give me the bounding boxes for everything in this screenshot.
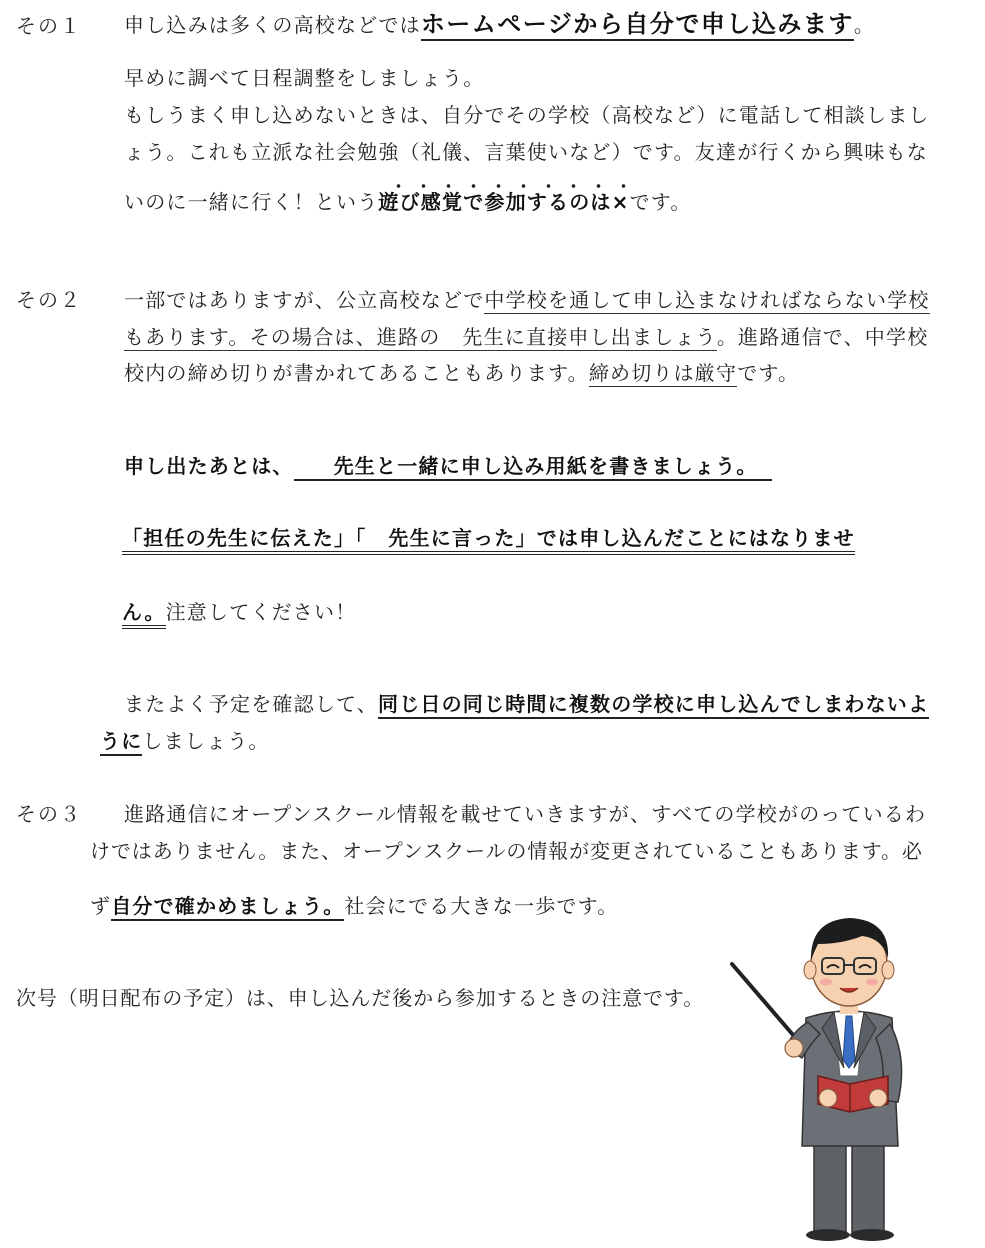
section-3-line-3-a: ず xyxy=(90,894,112,918)
section-2-check-line-1-text: またよく予定を確認して、 xyxy=(124,692,378,716)
section-2-bold-line-2 xyxy=(122,524,855,552)
section-2-check-line-1-emphasis: 同じ日の同じ時間に複数の学校に申し込んでしまわないよ xyxy=(378,692,929,719)
section-1-line-3: もしうまく申し込めないときは、自分でその学校（高校など）に電話して相談しまし xyxy=(124,103,930,127)
section-2-bold-line-2-b: 先生に言った」では申し込んだことにはなりませ xyxy=(388,526,855,550)
section-2-check-line-2-emphasis: うに xyxy=(100,729,142,756)
section-1-line-1-emphasis: ホームページから自分で申し込みます xyxy=(421,10,854,41)
section-1-line-5-end: です。 xyxy=(629,190,692,214)
section-2-bold-line-2-a: 「担任の先生に伝えた」「 xyxy=(122,526,367,550)
section-2-line-3-underlined: 締め切りは厳守 xyxy=(588,361,738,385)
section-2-bold-line-1-a: 申し出たあとは、 xyxy=(124,454,294,478)
section-3-line-3-end: 社会にでる大きな一歩です。 xyxy=(344,894,619,918)
section-2-label: その２ xyxy=(16,288,82,312)
section-3-label: その３ xyxy=(16,802,82,826)
section-2-line-1-underlined: 中学校を通して申し込まなければならない学校 xyxy=(484,288,930,312)
section-2-line-2 xyxy=(124,323,928,351)
section-2-bold-line-1 xyxy=(124,452,772,480)
section-2-line-1-text: 一部ではありますが、公立高校などで xyxy=(124,288,485,312)
section-2-check-line-1 xyxy=(124,690,929,718)
section-3-line-3 xyxy=(90,892,618,920)
section-2-line-3-end: です。 xyxy=(737,361,800,385)
section-2-line-2-underlined xyxy=(124,325,717,351)
section-1-line-5-emphasis: 遊び感覚で参加するのは× xyxy=(378,182,629,214)
section-1-line-1-text: 申し込みは多くの高校などでは xyxy=(124,13,421,37)
section-1-line-1-end: 。 xyxy=(853,13,876,37)
section-2-line-3 xyxy=(124,359,799,387)
section-3-line-3-emphasis: 自分で確かめましょう。 xyxy=(111,894,344,921)
section-2-line-2-underlined-a: もあります。その場合は、進路の xyxy=(124,325,441,349)
section-1-line-5-text: いのに一緒に行く！という xyxy=(124,190,379,214)
section-1-line-2: 早めに調べて日程調整をしましょう。 xyxy=(124,66,485,90)
teacher-with-pointer-illustration xyxy=(722,908,952,1243)
section-1-label: その１ xyxy=(16,14,82,38)
section-3-line-2: けではありません。また、オープンスクールの情報が変更されていることもあります。必 xyxy=(90,839,923,863)
section-3-line-1: 進路通信にオープンスクール情報を載せていきますが、すべての学校がのっているわ xyxy=(124,802,927,826)
section-1-line-4: ょう。これも立派な社会勉強（礼儀、言葉使いなど）です。友達が行くから興味もな xyxy=(124,140,928,164)
section-2-bold-line-1-b: 先生と一緒に申し込み用紙を書きましょう。 xyxy=(333,454,758,478)
section-2-check-line-2-text: しましょう。 xyxy=(142,729,270,753)
section-2-check-line-2 xyxy=(100,727,270,755)
section-1-line-1 xyxy=(124,10,875,39)
section-2-line-2-end: 。進路通信で、中学校 xyxy=(716,325,929,349)
section-2-bold-line-3-emphasis: ん。 xyxy=(122,600,166,629)
section-1-line-5 xyxy=(124,188,692,216)
section-2-line-2-underlined-b: 先生に直接申し出ましょう xyxy=(462,325,717,349)
section-2-line-1 xyxy=(124,286,930,314)
section-2-line-3-text: 校内の締め切りが書かれてあることもあります。 xyxy=(124,361,589,385)
section-2-bold-line-3 xyxy=(122,598,356,626)
next-issue-note: 次号（明日配布の予定）は、申し込んだ後から参加するときの注意です。 xyxy=(16,986,705,1010)
section-2-bold-line-3-text: 注意してください！ xyxy=(165,600,357,624)
